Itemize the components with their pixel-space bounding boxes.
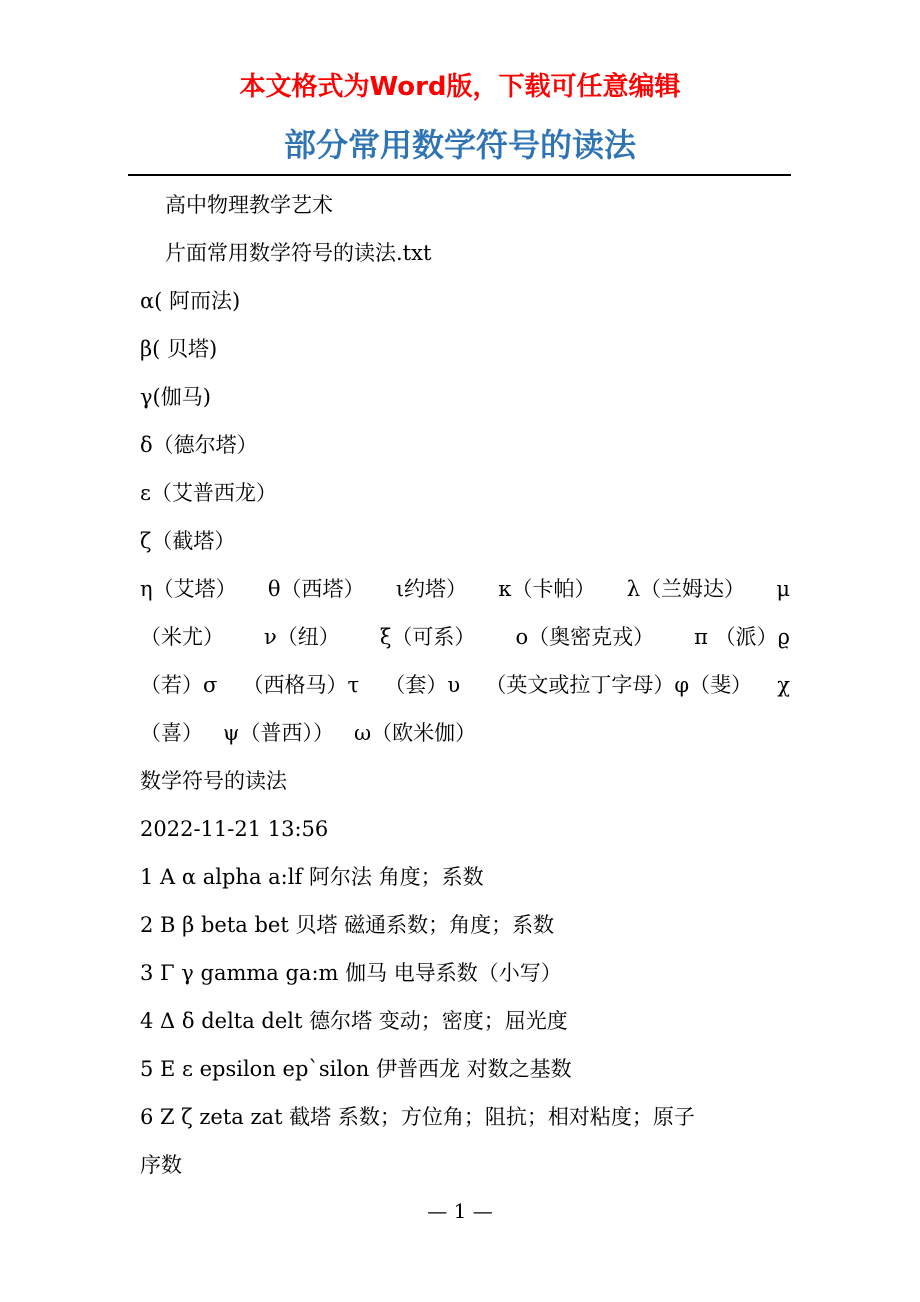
page-number: — 1 —	[427, 1199, 493, 1223]
greek-gamma-line: γ(伽马)	[140, 385, 211, 409]
page-title: 部分常用数学符号的读法	[283, 126, 636, 164]
greek-beta-line: β( 贝塔)	[140, 337, 218, 361]
greek-epsilon-line: ε（艾普西龙）	[140, 481, 277, 505]
greek-item: χ	[777, 673, 790, 697]
intro-line-1: 高中物理教学艺术	[165, 193, 333, 217]
greek-item: π （派）ϱ	[694, 625, 790, 649]
entry-row-continuation: 序数	[140, 1153, 182, 1177]
greek-paragraph-line-1	[140, 565, 790, 613]
greek-item: （喜）	[140, 721, 203, 745]
greek-zeta-line: ζ（截塔）	[140, 529, 236, 553]
greek-paragraph-line-2	[140, 613, 790, 661]
greek-item: ξ（可系）	[379, 625, 476, 649]
entry-row: 2 Β β beta bet 贝塔 磁通系数；角度；系数	[140, 913, 555, 937]
entry-row: 6 Ζ ζ zeta zat 截塔 系数；方位角；阻抗；相对粘度；原子	[140, 1105, 695, 1129]
greek-alpha-line: α( 阿而法)	[140, 289, 241, 313]
greek-item: ψ（普西））	[223, 721, 334, 745]
entry-row: 4 Δ δ delta delt 德尔塔 变动；密度；屈光度	[140, 1009, 568, 1033]
greek-item: （若）σ	[140, 673, 218, 697]
greek-item: （英文或拉丁字母）φ（斐）	[485, 673, 753, 697]
greek-item: θ（西塔）	[267, 577, 365, 601]
greek-item: κ（卡帕）	[498, 577, 596, 601]
timestamp: 2022-11-21 13:56	[140, 817, 329, 841]
entry-row: 5 Ε ε epsilon ep`silon 伊普西龙 对数之基数	[140, 1057, 572, 1081]
greek-delta-line: δ（德尔塔）	[140, 433, 258, 457]
greek-item: （米尤）	[140, 625, 224, 649]
section-heading: 数学符号的读法	[140, 769, 287, 793]
greek-item: μ	[776, 577, 790, 601]
greek-paragraph-line-4	[140, 709, 800, 757]
greek-item: （套）υ	[384, 673, 461, 697]
entry-row: 1 Α α alpha a:lf 阿尔法 角度；系数	[140, 865, 484, 889]
greek-item: ο（奥密克戎）	[515, 625, 655, 649]
greek-item: （西格马）τ	[242, 673, 360, 697]
entry-row: 3 Γ γ gamma ga:m 伽马 电导系数（小写）	[140, 961, 562, 985]
greek-paragraph-line-3	[140, 661, 790, 709]
intro-line-2: 片面常用数学符号的读法.txt	[165, 241, 432, 265]
word-format-banner: 本文格式为Word版，下载可任意编辑	[239, 72, 681, 102]
greek-item: ι约塔）	[395, 577, 468, 601]
greek-item: η（艾塔）	[140, 577, 237, 601]
greek-item: λ（兰姆达）	[626, 577, 746, 601]
greek-item: ν（纽）	[264, 625, 340, 649]
greek-item: ω（欧米伽）	[354, 721, 477, 745]
title-divider	[128, 174, 791, 176]
